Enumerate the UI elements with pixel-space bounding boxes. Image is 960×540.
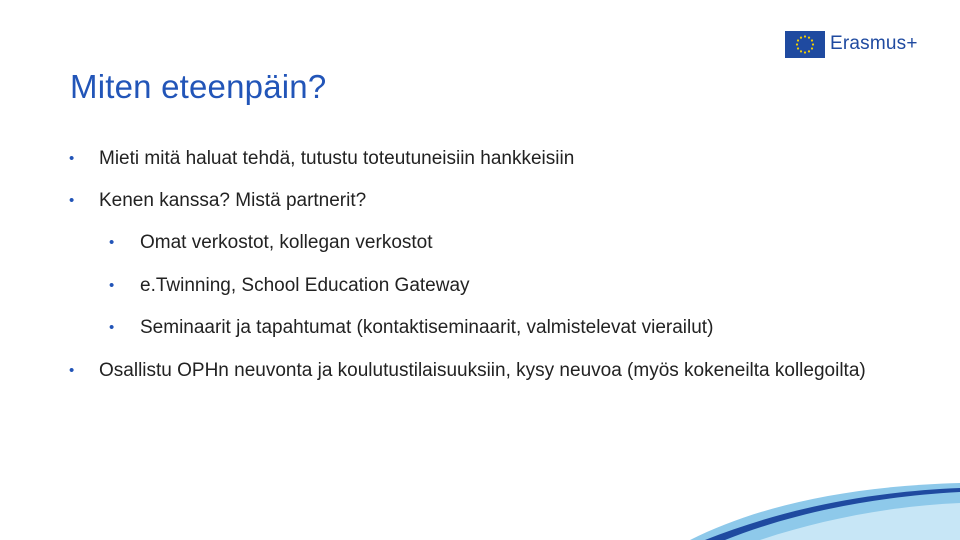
bullet-marker: • <box>109 234 115 251</box>
bullet-text: Osallistu OPHn neuvonta ja koulutustilaisuuksiin, kysy neuvoa (myös kokeneilta kollegoilta) <box>99 360 866 381</box>
subbullet-text: Seminaarit ja tapahtumat (kontaktiseminaarit, valmistelevat vierailut) <box>140 317 714 338</box>
eu-flag-icon <box>785 31 825 58</box>
erasmus-logo <box>785 30 918 58</box>
logo-text: Erasmus+ <box>830 33 918 54</box>
bullet-marker: • <box>69 192 75 209</box>
bullet-marker: • <box>109 319 115 336</box>
bullet-marker: • <box>69 362 75 379</box>
slide-title: Miten eteenpäin? <box>70 68 327 105</box>
bullet-marker: • <box>69 150 75 167</box>
subbullet-text: e.Twinning, School Education Gateway <box>140 275 470 296</box>
bullet-marker: • <box>109 277 115 294</box>
bullet-text: Kenen kanssa? Mistä partnerit? <box>99 190 367 211</box>
bullet-text: Mieti mitä haluat tehdä, tutustu toteutuneisiin hankkeisiin <box>99 148 575 169</box>
subbullet-text: Omat verkostot, kollegan verkostot <box>140 232 433 253</box>
